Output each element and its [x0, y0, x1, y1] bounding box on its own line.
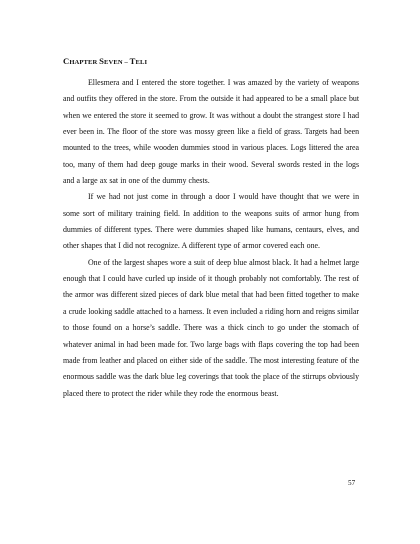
chapter-heading-part: C	[63, 56, 70, 66]
chapter-heading-part: EVEN –	[104, 59, 130, 66]
body-paragraph: One of the largest shapes wore a suit of deep blue almost black. It had a helmet large enough that I could have curled up inside of it though probably not comfortably. The rest of the armor was different sized pieces of dark blue metal that had been fitted together to make a crude looking saddle attached to a harness. It even included a riding horn and reigns similar to those found on a horse’s saddle. There was a thick cinch to go under the stomach of whatever animal in had been made for. Two large bags with flaps covering the top had been made from leather and placed on either side of the saddle. The most interesting feature of the enormous saddle was the dark blue leg coverings that took the place of the stirrups obviously placed there to protect the rider while they rode the enormous beast.	[63, 257, 360, 398]
chapter-heading-part: ELI	[135, 59, 148, 66]
page-number: 57	[348, 479, 356, 487]
body-paragraph: Ellesmera and I entered the store together. I was amazed by the variety of weapons and outfits they offered in the store. From the outside it had appeared to be a small place but when we entered the store it seemed to grow. It was without a doubt the strangest store I had ever been in. The floor of the store was mossy green like a field of grass. Targets had been mounted to the trees, while wooden dummies stood in various places. Logs littered the area too, many of them had deep gouge marks in their wood. Several swords rested in the logs and a large ax sat in one of the dummy chests.	[63, 78, 359, 186]
chapter-heading-part: S	[99, 56, 105, 66]
body-paragraph: If we had not just come in through a door I would have thought that we were in some sort of military training field. In addition to the weapons suits of armor hung from dummies of different types. There were dummies shaped like humans, centaurs, elves, and other shapes that I did not recognize. A different type of armor covered each one.	[63, 192, 359, 251]
chapter-heading-part: HAPTER	[69, 59, 100, 66]
chapter-heading	[63, 56, 147, 66]
chapter-heading-part: T	[129, 56, 136, 66]
chapter-body	[63, 75, 359, 402]
